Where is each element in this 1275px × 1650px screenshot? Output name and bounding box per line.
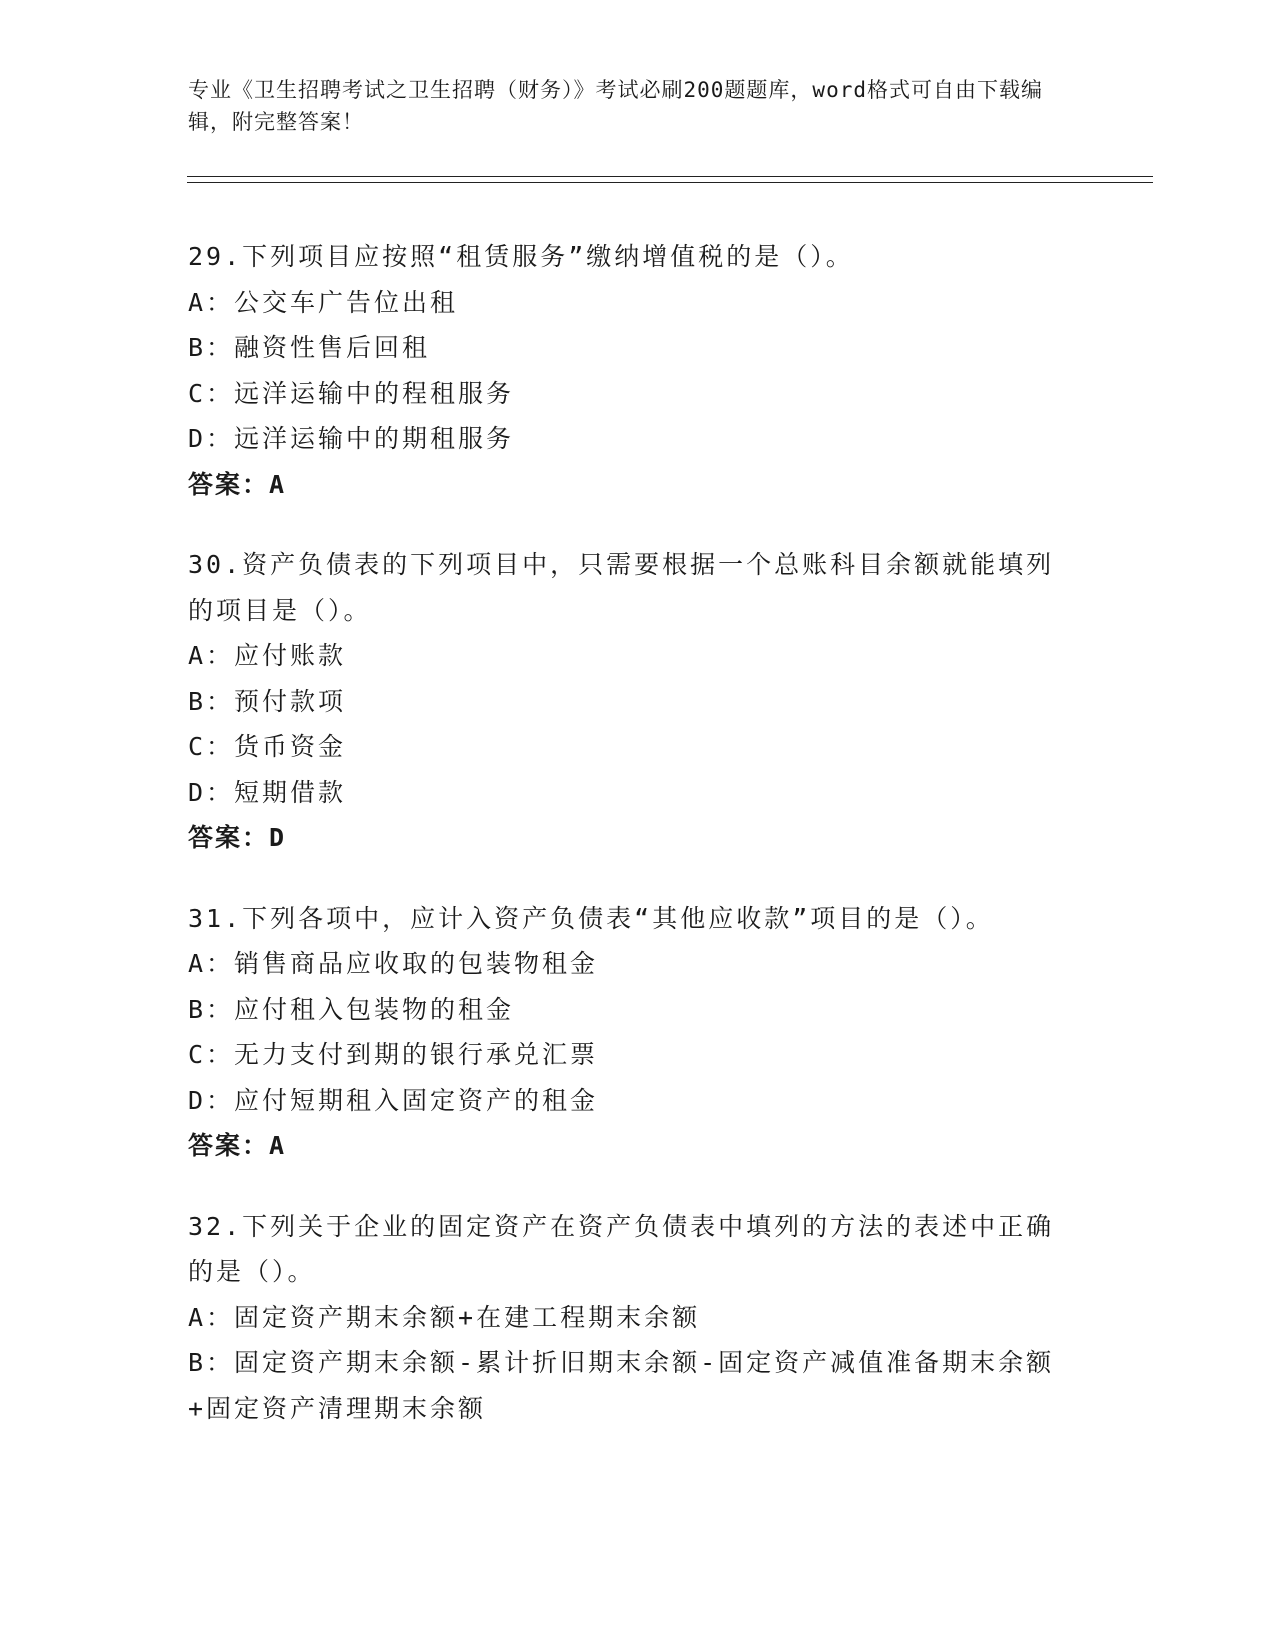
answer-line xyxy=(188,815,1088,861)
question-32 xyxy=(188,1204,1088,1432)
option-c: C：无力支付到期的银行承兑汇票 xyxy=(188,1040,599,1069)
option-c: C：货币资金 xyxy=(188,732,347,761)
header-divider-top xyxy=(187,176,1153,177)
answer-line xyxy=(188,1123,1088,1169)
option-b: B：融资性售后回租 xyxy=(188,333,431,362)
question-list xyxy=(188,234,1088,1466)
question-30 xyxy=(188,542,1088,861)
option-b: B：应付租入包装物的租金 xyxy=(188,994,515,1024)
document-header: 专业《卫生招聘考试之卫生招聘（财务）》考试必刷200题题库，word格式可自由下载编辑，附完整答案！ xyxy=(188,78,1043,134)
option-a: A：销售商品应收取的包装物租金 xyxy=(188,949,599,978)
option-c: C：远洋运输中的程租服务 xyxy=(188,378,515,408)
answer-value: A xyxy=(269,1131,287,1160)
question-stem: 32.下列关于企业的固定资产在资产负债表中填列的方法的表述中正确的是（）。 xyxy=(188,1211,1055,1286)
question-stem: 30.资产负债表的下列项目中，只需要根据一个总账科目余额就能填列的项目是（）。 xyxy=(188,550,1055,625)
header-divider-bottom xyxy=(187,182,1153,183)
answer-label: 答案： xyxy=(188,469,270,499)
question-29 xyxy=(188,234,1088,507)
answer-value: A xyxy=(269,469,287,499)
question-stem: 31.下列各项中，应计入资产负债表“其他应收款”项目的是（）。 xyxy=(188,903,994,933)
option-a: A：固定资产期末余额+在建工程期末余额 xyxy=(188,1302,701,1332)
option-a: A：应付账款 xyxy=(188,641,347,670)
option-d: D：远洋运输中的期租服务 xyxy=(188,424,515,453)
answer-value: D xyxy=(269,823,287,852)
option-d: D：短期借款 xyxy=(188,777,347,807)
option-a: A：公交车广告位出租 xyxy=(188,287,459,317)
option-b: B：固定资产期末余额-累计折旧期末余额-固定资产减值准备期末余额+固定资产清理期末余额 xyxy=(188,1348,1055,1423)
option-b: B：预付款项 xyxy=(188,686,347,716)
answer-label: 答案： xyxy=(188,823,270,852)
answer-line xyxy=(188,462,1088,508)
question-31 xyxy=(188,896,1088,1169)
question-stem: 29.下列项目应按照“租赁服务”缴纳增值税的是（）。 xyxy=(188,242,854,271)
answer-label: 答案： xyxy=(188,1131,270,1160)
option-d: D：应付短期租入固定资产的租金 xyxy=(188,1085,599,1115)
